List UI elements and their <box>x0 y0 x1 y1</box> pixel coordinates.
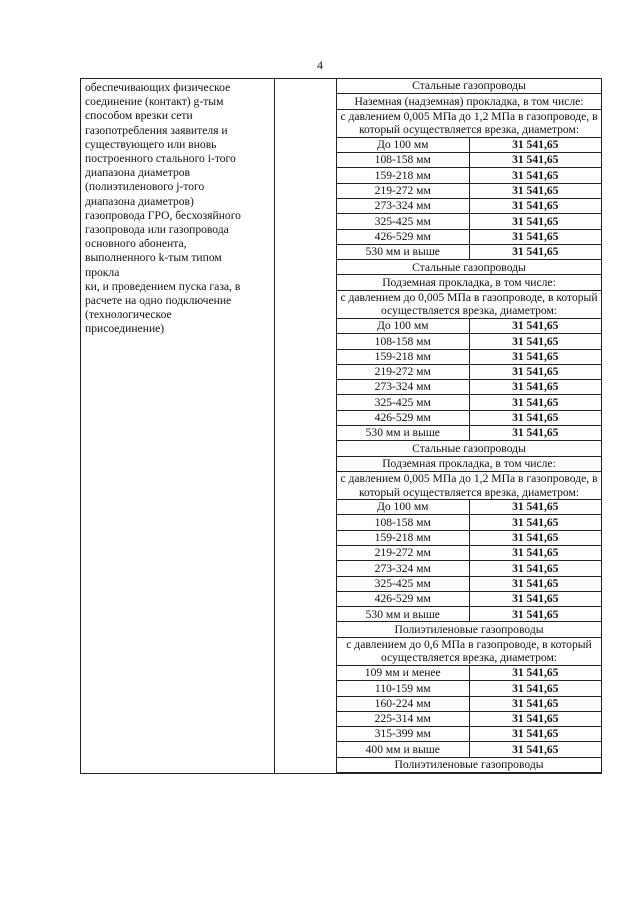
diameter-range: 219-272 мм <box>337 545 469 560</box>
table-row <box>337 500 601 515</box>
diameter-range: 108-158 мм <box>337 515 469 530</box>
diameter-range: 273-324 мм <box>337 198 469 213</box>
table-row <box>337 530 601 545</box>
section-subtitle: Подземная прокладка, в том числе: <box>337 456 601 471</box>
section-subtitle-row <box>337 456 601 471</box>
table-row <box>337 153 601 168</box>
table-row <box>337 168 601 183</box>
diameter-range: 108-158 мм <box>337 153 469 168</box>
diameter-range: 108-158 мм <box>337 334 469 349</box>
price-value: 31 541,65 <box>469 576 601 591</box>
diameter-range: 530 мм и выше <box>337 426 469 441</box>
diameter-range: 400 мм и выше <box>337 742 469 757</box>
service-description: обеспечивающих физическое соединение (контакт) g-тым способом врезки сети газопотребления заявителя и существующего или вновь построенного стального i-того диапазона диаметров (полиэтиленового j-того диапазона диаметров) газопровода ГРО, бесхозяйного газопровода или газопровода основного абонента, выполненного k-тым типом прокла ки, и проведением пуска газа, в расчете на одно подключение (технологическое присоединение) <box>85 81 241 336</box>
price-value: 31 541,65 <box>469 665 601 680</box>
table-row <box>337 183 601 198</box>
price-value: 31 541,65 <box>469 198 601 213</box>
diameter-range: 325-425 мм <box>337 576 469 591</box>
diameter-range: До 100 мм <box>337 137 469 152</box>
price-value: 31 541,65 <box>469 591 601 606</box>
section-condition-row <box>337 290 601 318</box>
diameter-range: 110-159 мм <box>337 681 469 696</box>
diameter-range: 273-324 мм <box>337 561 469 576</box>
diameter-range: До 100 мм <box>337 500 469 515</box>
section-title: Полиэтиленовые газопроводы <box>337 757 601 772</box>
tariff-row <box>81 79 602 774</box>
price-value: 31 541,65 <box>469 168 601 183</box>
section-title-row <box>337 757 601 772</box>
price-value: 31 541,65 <box>469 530 601 545</box>
table-row <box>337 410 601 425</box>
table-row <box>337 364 601 379</box>
price-value: 31 541,65 <box>469 500 601 515</box>
price-value: 31 541,65 <box>469 318 601 333</box>
diameter-range: 426-529 мм <box>337 410 469 425</box>
table-row <box>337 334 601 349</box>
table-row <box>337 318 601 333</box>
price-value: 31 541,65 <box>469 334 601 349</box>
diameter-range: 219-272 мм <box>337 364 469 379</box>
diameter-range: До 100 мм <box>337 318 469 333</box>
description-cell <box>81 79 275 774</box>
diameter-range: 325-425 мм <box>337 214 469 229</box>
section-title: Стальные газопроводы <box>337 441 601 456</box>
diameter-range: 530 мм и выше <box>337 607 469 622</box>
section-condition-row <box>337 109 601 137</box>
table-row <box>337 696 601 711</box>
rates-table <box>337 79 601 773</box>
empty-cell <box>275 79 337 774</box>
diameter-range: 160-224 мм <box>337 696 469 711</box>
price-value: 31 541,65 <box>469 545 601 560</box>
diameter-range: 315-399 мм <box>337 727 469 742</box>
section-condition: с давлением 0,005 МПа до 1,2 МПа в газопроводе, в который осуществляется врезка, диаметром: <box>337 109 601 137</box>
table-row <box>337 349 601 364</box>
diameter-range: 530 мм и выше <box>337 244 469 259</box>
price-value: 31 541,65 <box>469 711 601 726</box>
table-row <box>337 198 601 213</box>
price-value: 31 541,65 <box>469 742 601 757</box>
table-row <box>337 214 601 229</box>
table-row <box>337 591 601 606</box>
section-subtitle: Наземная (надземная) прокладка, в том числе: <box>337 94 601 109</box>
section-condition: с давлением до 0,6 МПа в газопроводе, в который осуществляется врезка, диаметром: <box>337 637 601 665</box>
page-number: 4 <box>317 58 323 72</box>
section-title: Стальные газопроводы <box>337 79 601 94</box>
diameter-range: 225-314 мм <box>337 711 469 726</box>
diameter-range: 426-529 мм <box>337 591 469 606</box>
price-value: 31 541,65 <box>469 380 601 395</box>
section-title: Полиэтиленовые газопроводы <box>337 622 601 637</box>
price-value: 31 541,65 <box>469 727 601 742</box>
diameter-range: 159-218 мм <box>337 349 469 364</box>
table-row <box>337 229 601 244</box>
table-row <box>337 515 601 530</box>
price-value: 31 541,65 <box>469 214 601 229</box>
rates-cell <box>337 79 602 774</box>
price-value: 31 541,65 <box>469 244 601 259</box>
table-row <box>337 426 601 441</box>
section-subtitle-row <box>337 275 601 290</box>
section-title-row <box>337 622 601 637</box>
table-row <box>337 561 601 576</box>
price-value: 31 541,65 <box>469 696 601 711</box>
section-condition: с давлением 0,005 МПа до 1,2 МПа в газопроводе, в который осуществляется врезка, диаметром: <box>337 471 601 499</box>
section-title-row <box>337 260 601 275</box>
section-title-row <box>337 441 601 456</box>
table-row <box>337 681 601 696</box>
price-value: 31 541,65 <box>469 229 601 244</box>
price-value: 31 541,65 <box>469 395 601 410</box>
section-subtitle-row <box>337 94 601 109</box>
price-value: 31 541,65 <box>469 153 601 168</box>
price-value: 31 541,65 <box>469 364 601 379</box>
tariff-table <box>80 78 602 774</box>
section-title-row <box>337 79 601 94</box>
price-value: 31 541,65 <box>469 607 601 622</box>
table-row <box>337 137 601 152</box>
table-row <box>337 665 601 680</box>
diameter-range: 109 мм и менее <box>337 665 469 680</box>
table-row <box>337 244 601 259</box>
price-value: 31 541,65 <box>469 183 601 198</box>
section-subtitle: Подземная прокладка, в том числе: <box>337 275 601 290</box>
price-value: 31 541,65 <box>469 681 601 696</box>
section-condition-row <box>337 471 601 499</box>
table-row <box>337 742 601 757</box>
table-row <box>337 711 601 726</box>
price-value: 31 541,65 <box>469 515 601 530</box>
diameter-range: 426-529 мм <box>337 229 469 244</box>
price-value: 31 541,65 <box>469 561 601 576</box>
section-condition: с давлением до 0,005 МПа в газопроводе, в который осуществляется врезка, диаметром: <box>337 290 601 318</box>
price-value: 31 541,65 <box>469 410 601 425</box>
price-value: 31 541,65 <box>469 137 601 152</box>
section-condition-row <box>337 637 601 665</box>
table-row <box>337 545 601 560</box>
diameter-range: 159-218 мм <box>337 530 469 545</box>
table-row <box>337 380 601 395</box>
section-title: Стальные газопроводы <box>337 260 601 275</box>
table-row <box>337 395 601 410</box>
diameter-range: 159-218 мм <box>337 168 469 183</box>
table-row <box>337 576 601 591</box>
table-row <box>337 727 601 742</box>
price-value: 31 541,65 <box>469 349 601 364</box>
diameter-range: 219-272 мм <box>337 183 469 198</box>
table-row <box>337 607 601 622</box>
price-value: 31 541,65 <box>469 426 601 441</box>
diameter-range: 325-425 мм <box>337 395 469 410</box>
diameter-range: 273-324 мм <box>337 380 469 395</box>
